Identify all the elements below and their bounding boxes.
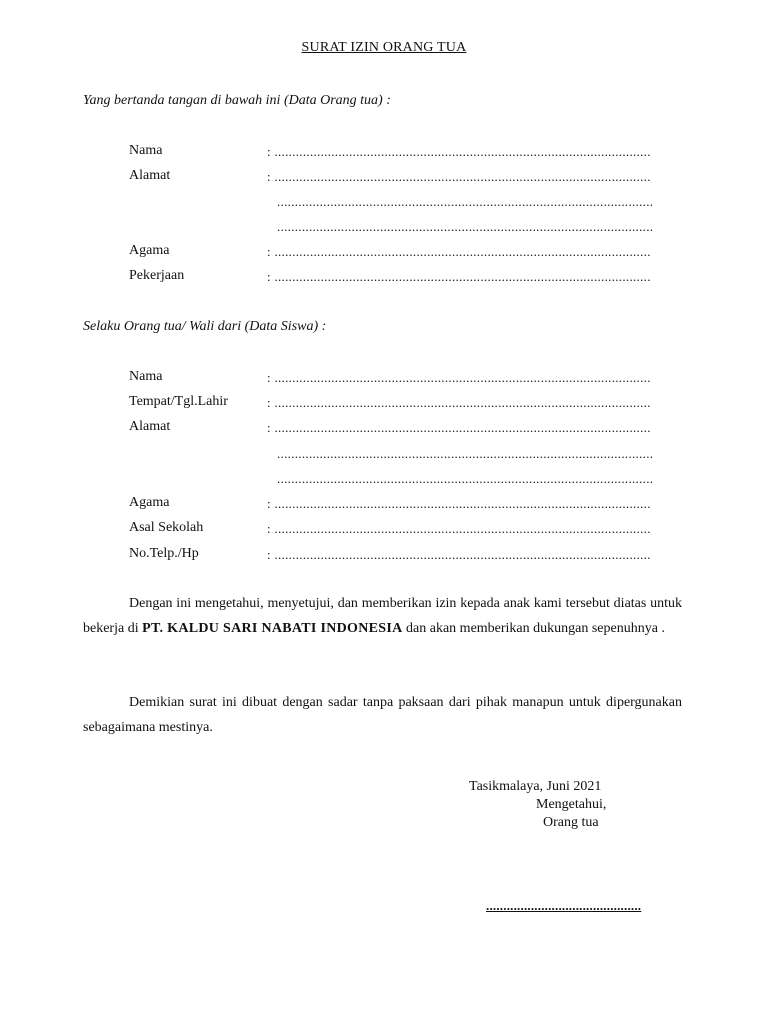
parent-occupation-label: Pekerjaan [129,268,185,283]
student-school-field: : .......................................................................................................... [267,521,651,536]
company-name: PT. KALDU SARI NABATI INDONESIA [142,621,403,636]
parent-address-line-3: .......................................................................................................... [277,219,654,234]
parent-religion-field: : .......................................................................................................... [267,244,651,259]
student-address-label: Alamat [129,419,171,434]
student-address-field: : .......................................................................................................... [267,420,651,435]
student-phone-field: : .......................................................................................................... [267,547,651,562]
student-section-heading: Selaku Orang tua/ Wali dari (Data Siswa) : [83,319,327,334]
student-address-line-2: .......................................................................................................... [277,446,654,461]
parent-section-heading: Yang bertanda tangan di bawah ini (Data Orang tua) : [83,93,391,108]
student-address-line-3: .......................................................................................................... [277,471,654,486]
student-name-label: Nama [129,369,163,384]
parent-address-label: Alamat [129,168,171,183]
parent-name-field: : .......................................................................................................... [267,144,651,159]
closing-text: Demikian surat ini dibuat dengan sadar tanpa paksaan dari pihak manapun untuk dipergunakan sebagaimana mestinya. [83,695,682,735]
student-birth-field: : .......................................................................................................... [267,395,651,410]
consent-text-end: dan akan memberikan dukungan sepenuhnya . [402,621,665,636]
student-phone-label: No.Telp./Hp [129,546,199,561]
consent-text-start: Dengan ini mengetahui, menyetujui, dan memberikan izin kepada anak kami tersebut diatas untuk bekerja di [83,596,682,636]
student-birth-label: Tempat/Tgl.Lahir [129,394,228,409]
parent-name-label: Nama [129,143,163,158]
signature-acknowledged: Mengetahui, [536,797,607,812]
document-title: SURAT IZIN ORANG TUA [301,40,467,55]
parent-address-field: : .......................................................................................................... [267,169,651,184]
signature-role: Orang tua [543,815,599,830]
student-school-label: Asal Sekolah [129,520,204,535]
parent-address-line-2: .......................................................................................................... [277,194,654,209]
student-religion-label: Agama [129,495,170,510]
parent-occupation-field: : .......................................................................................................... [267,269,651,284]
student-name-field: : .......................................................................................................... [267,370,651,385]
signature-line: ............................................. [486,898,642,913]
student-religion-field: : .......................................................................................................... [267,496,651,511]
consent-paragraph [83,591,682,641]
closing-paragraph [83,690,682,740]
signature-place-date: Tasikmalaya, Juni 2021 [469,779,602,794]
parent-religion-label: Agama [129,243,170,258]
